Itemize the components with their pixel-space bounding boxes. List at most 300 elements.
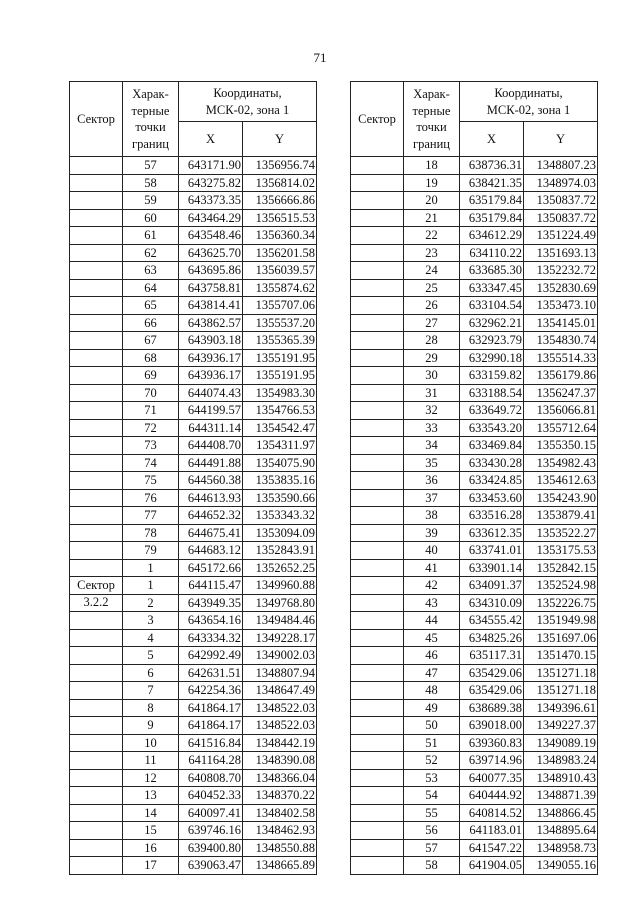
x-cell: 643814.41 [179,297,243,315]
y-cell: 1350837.72 [524,209,598,227]
x-cell: 643903.18 [179,332,243,350]
x-cell: 638736.31 [460,157,524,175]
y-cell: 1351697.06 [524,629,598,647]
sector-cell [351,454,404,472]
sector-cell [351,244,404,262]
x-cell: 645172.66 [179,559,243,577]
point-cell: 1 [123,577,179,595]
table-row [70,297,317,315]
point-cell: 28 [404,332,460,350]
table-row [70,332,317,350]
sector-cell [351,174,404,192]
sector-cell [70,209,123,227]
y-cell: 1348665.89 [243,857,317,875]
sector-cell [351,577,404,595]
x-cell: 639714.96 [460,752,524,770]
y-cell: 1355537.20 [243,314,317,332]
sector-cell [70,367,123,385]
y-cell: 1352226.75 [524,594,598,612]
point-cell: 39 [404,524,460,542]
table-row [351,489,598,507]
point-cell: 43 [404,594,460,612]
y-cell: 1354542.47 [243,419,317,437]
sector-cell [351,804,404,822]
sector-cell [70,419,123,437]
table-body-left [70,157,317,875]
sector-cell [351,839,404,857]
y-cell: 1356360.34 [243,227,317,245]
table-row [70,857,317,875]
y-cell: 1348958.73 [524,839,598,857]
x-cell: 644074.43 [179,384,243,402]
table-row [351,437,598,455]
point-cell: 50 [404,717,460,735]
sector-cell [351,524,404,542]
y-cell: 1353879.41 [524,507,598,525]
table-row [351,524,598,542]
table-row [70,664,317,682]
table-row [70,734,317,752]
point-cell: 79 [123,542,179,560]
y-cell: 1348370.22 [243,787,317,805]
table-row [70,314,317,332]
header-points [404,82,460,157]
sector-cell [351,734,404,752]
table-row [351,769,598,787]
x-cell: 635179.84 [460,192,524,210]
x-cell: 640452.33 [179,787,243,805]
x-cell: 633685.30 [460,262,524,280]
table-row [351,664,598,682]
table-row [351,822,598,840]
sector-cell [70,559,123,577]
x-cell: 643171.90 [179,157,243,175]
table-row [351,752,598,770]
sector-cell [70,542,123,560]
table-row [351,174,598,192]
x-cell: 644199.57 [179,402,243,420]
sector-cell [351,489,404,507]
point-cell: 8 [123,699,179,717]
sector-cell [70,647,123,665]
x-cell: 643548.46 [179,227,243,245]
y-cell: 1349228.17 [243,629,317,647]
y-cell: 1352232.72 [524,262,598,280]
sector-cell [70,279,123,297]
x-cell: 640077.35 [460,769,524,787]
header-coords-line1: Координаты, [213,86,282,100]
y-cell: 1356179.86 [524,367,598,385]
point-cell: 25 [404,279,460,297]
table-row [351,804,598,822]
x-cell: 643936.17 [179,367,243,385]
sector-cell [351,769,404,787]
table-row [351,227,598,245]
sector-cell [351,227,404,245]
table-row [351,314,598,332]
y-cell: 1354612.63 [524,472,598,490]
header-x: X [179,122,243,157]
sector-cell [70,857,123,875]
table-row [70,822,317,840]
point-cell: 61 [123,227,179,245]
y-cell: 1348807.23 [524,157,598,175]
table-row [351,594,598,612]
sector-cell [351,542,404,560]
point-cell: 64 [123,279,179,297]
y-cell: 1356515.53 [243,209,317,227]
sector-cell [70,472,123,490]
point-cell: 41 [404,559,460,577]
x-cell: 633453.60 [460,489,524,507]
x-cell: 644115.47 [179,577,243,595]
sector-cell [351,314,404,332]
y-cell: 1354075.90 [243,454,317,472]
table-row [351,419,598,437]
table-row [351,647,598,665]
point-cell: 30 [404,367,460,385]
point-cell: 73 [123,437,179,455]
sector-cell [70,629,123,647]
x-cell: 643373.35 [179,192,243,210]
point-cell: 68 [123,349,179,367]
point-cell: 21 [404,209,460,227]
sector-cell [70,682,123,700]
table-row [70,839,317,857]
y-cell: 1356039.57 [243,262,317,280]
table-body-right [351,157,598,875]
header-x: X [460,122,524,157]
sector-cell [70,454,123,472]
point-cell: 33 [404,419,460,437]
table-row [70,244,317,262]
y-cell: 1348522.03 [243,717,317,735]
x-cell: 643334.32 [179,629,243,647]
sector-cell [351,507,404,525]
point-cell: 17 [123,857,179,875]
point-cell: 31 [404,384,460,402]
y-cell: 1349396.61 [524,699,598,717]
y-cell: 1349055.16 [524,857,598,875]
table-row [70,629,317,647]
table-row [70,612,317,630]
x-cell: 633469.84 [460,437,524,455]
y-cell: 1352830.69 [524,279,598,297]
point-cell: 44 [404,612,460,630]
point-cell: 38 [404,507,460,525]
x-cell: 639018.00 [460,717,524,735]
x-cell: 633424.85 [460,472,524,490]
x-cell: 633159.82 [460,367,524,385]
header-y: Y [524,122,598,157]
point-cell: 57 [404,839,460,857]
point-cell: 71 [123,402,179,420]
point-cell: 10 [123,734,179,752]
x-cell: 633347.45 [460,279,524,297]
header-points-line3: точки [416,120,447,134]
point-cell: 7 [123,682,179,700]
point-cell: 47 [404,664,460,682]
sector-cell [70,384,123,402]
sector-cell [351,419,404,437]
header-points-line2: терные [131,103,170,118]
point-cell: 51 [404,734,460,752]
table-row [351,542,598,560]
x-cell: 642631.51 [179,664,243,682]
point-cell: 57 [123,157,179,175]
y-cell: 1353835.16 [243,472,317,490]
y-cell: 1348390.08 [243,752,317,770]
sector-cell [70,822,123,840]
y-cell: 1356247.37 [524,384,598,402]
table-row [351,349,598,367]
sector-cell [351,157,404,175]
point-cell: 60 [123,209,179,227]
table-row [70,489,317,507]
y-cell: 1348871.39 [524,787,598,805]
point-cell: 55 [404,804,460,822]
sector-cell [351,787,404,805]
y-cell: 1355191.95 [243,349,317,367]
table-row [351,157,598,175]
header-sector: Сектор [351,82,404,157]
sector-cell [351,349,404,367]
y-cell: 1349002.03 [243,647,317,665]
sector-label: Сектор 3.2.2 [77,578,115,609]
x-cell: 634091.37 [460,577,524,595]
sector-cell [70,717,123,735]
sector-cell [351,682,404,700]
sector-cell [351,262,404,280]
table-row [351,297,598,315]
sector-cell [70,699,123,717]
x-cell: 633188.54 [460,384,524,402]
x-cell: 639360.83 [460,734,524,752]
y-cell: 1355707.06 [243,297,317,315]
point-cell: 12 [123,769,179,787]
sector-cell [70,664,123,682]
sector-cell [70,262,123,280]
y-cell: 1348974.03 [524,174,598,192]
table-row [70,699,317,717]
table-row [351,699,598,717]
y-cell: 1348983.24 [524,752,598,770]
point-cell: 75 [123,472,179,490]
point-cell: 20 [404,192,460,210]
y-cell: 1355191.95 [243,367,317,385]
y-cell: 1350837.72 [524,192,598,210]
header-coordinates [460,82,598,122]
sector-cell [70,524,123,542]
table-row [70,174,317,192]
point-cell: 9 [123,717,179,735]
point-cell: 4 [123,629,179,647]
table-row [70,769,317,787]
table-row [351,472,598,490]
table-row [70,367,317,385]
y-cell: 1353522.27 [524,524,598,542]
y-cell: 1354830.74 [524,332,598,350]
table-row [351,507,598,525]
point-cell: 42 [404,577,460,595]
table-row [70,752,317,770]
x-cell: 632990.18 [460,349,524,367]
sector-cell [351,332,404,350]
x-cell: 635117.31 [460,647,524,665]
x-cell: 635179.84 [460,209,524,227]
x-cell: 640444.92 [460,787,524,805]
point-cell: 18 [404,157,460,175]
y-cell: 1351693.13 [524,244,598,262]
sector-cell [351,612,404,630]
point-cell: 1 [123,559,179,577]
y-cell: 1353094.09 [243,524,317,542]
point-cell: 78 [123,524,179,542]
y-cell: 1352652.25 [243,559,317,577]
x-cell: 640814.52 [460,804,524,822]
point-cell: 26 [404,297,460,315]
table-row [70,384,317,402]
x-cell: 643758.81 [179,279,243,297]
sector-cell [70,437,123,455]
table-row [351,367,598,385]
y-cell: 1353473.10 [524,297,598,315]
table-row [70,647,317,665]
point-cell: 40 [404,542,460,560]
point-cell: 74 [123,454,179,472]
y-cell: 1353590.66 [243,489,317,507]
x-cell: 644408.70 [179,437,243,455]
table-row [351,244,598,262]
sector-cell [351,472,404,490]
table-row [351,857,598,875]
y-cell: 1356814.02 [243,174,317,192]
sector-cell [70,332,123,350]
table-row [70,682,317,700]
point-cell: 53 [404,769,460,787]
sector-cell [351,664,404,682]
sector-cell [70,297,123,315]
x-cell: 639746.16 [179,822,243,840]
y-cell: 1354243.90 [524,489,598,507]
x-cell: 643464.29 [179,209,243,227]
sector-cell [70,577,123,609]
y-cell: 1356066.81 [524,402,598,420]
y-cell: 1354982.43 [524,454,598,472]
header-points-line3: точки [135,120,166,134]
table-row [351,839,598,857]
table-row [70,542,317,560]
y-cell: 1349768.80 [243,594,317,612]
y-cell: 1354145.01 [524,314,598,332]
sector-cell [70,157,123,175]
point-cell: 76 [123,489,179,507]
table-row [70,437,317,455]
y-cell: 1356666.86 [243,192,317,210]
y-cell: 1351470.15 [524,647,598,665]
x-cell: 632923.79 [460,332,524,350]
point-cell: 48 [404,682,460,700]
y-cell: 1354311.97 [243,437,317,455]
x-cell: 644652.32 [179,507,243,525]
x-cell: 643654.16 [179,612,243,630]
point-cell: 59 [123,192,179,210]
x-cell: 643949.35 [179,594,243,612]
y-cell: 1355350.15 [524,437,598,455]
x-cell: 641864.17 [179,717,243,735]
y-cell: 1353175.53 [524,542,598,560]
sector-cell [70,227,123,245]
table-row [70,454,317,472]
sector-cell [351,717,404,735]
x-cell: 643695.86 [179,262,243,280]
sector-cell [351,752,404,770]
header-coords-line2: МСК-02, зона 1 [486,102,571,117]
sector-cell [70,769,123,787]
y-cell: 1355365.39 [243,332,317,350]
y-cell: 1351271.18 [524,664,598,682]
x-cell: 643275.82 [179,174,243,192]
y-cell: 1354983.30 [243,384,317,402]
x-cell: 641183.01 [460,822,524,840]
x-cell: 633543.20 [460,419,524,437]
table-row [351,209,598,227]
x-cell: 643625.70 [179,244,243,262]
point-cell: 67 [123,332,179,350]
header-points-line4: границ [132,136,169,151]
table-row [351,454,598,472]
point-cell: 2 [123,594,179,612]
table-row [70,787,317,805]
sector-cell [70,734,123,752]
table-row [351,384,598,402]
point-cell: 58 [123,174,179,192]
x-cell: 635429.06 [460,682,524,700]
point-cell: 56 [404,822,460,840]
table-row [70,209,317,227]
x-cell: 635429.06 [460,664,524,682]
point-cell: 36 [404,472,460,490]
header-points-line2: терные [412,103,451,118]
header-sector: Сектор [70,82,123,157]
x-cell: 639400.80 [179,839,243,857]
sector-cell [351,279,404,297]
point-cell: 22 [404,227,460,245]
sector-cell [351,437,404,455]
sector-cell [70,192,123,210]
table-row [70,419,317,437]
sector-cell [351,822,404,840]
y-cell: 1348807.94 [243,664,317,682]
y-cell: 1349484.46 [243,612,317,630]
x-cell: 641547.22 [460,839,524,857]
y-cell: 1348910.43 [524,769,598,787]
sector-cell [70,244,123,262]
x-cell: 632962.21 [460,314,524,332]
x-cell: 644491.88 [179,454,243,472]
y-cell: 1348895.64 [524,822,598,840]
point-cell: 45 [404,629,460,647]
y-cell: 1352524.98 [524,577,598,595]
sector-cell [70,507,123,525]
x-cell: 641164.28 [179,752,243,770]
header-y: Y [243,122,317,157]
point-cell: 37 [404,489,460,507]
table-row [351,577,598,595]
sector-cell [351,367,404,385]
table-row [70,507,317,525]
y-cell: 1354766.53 [243,402,317,420]
